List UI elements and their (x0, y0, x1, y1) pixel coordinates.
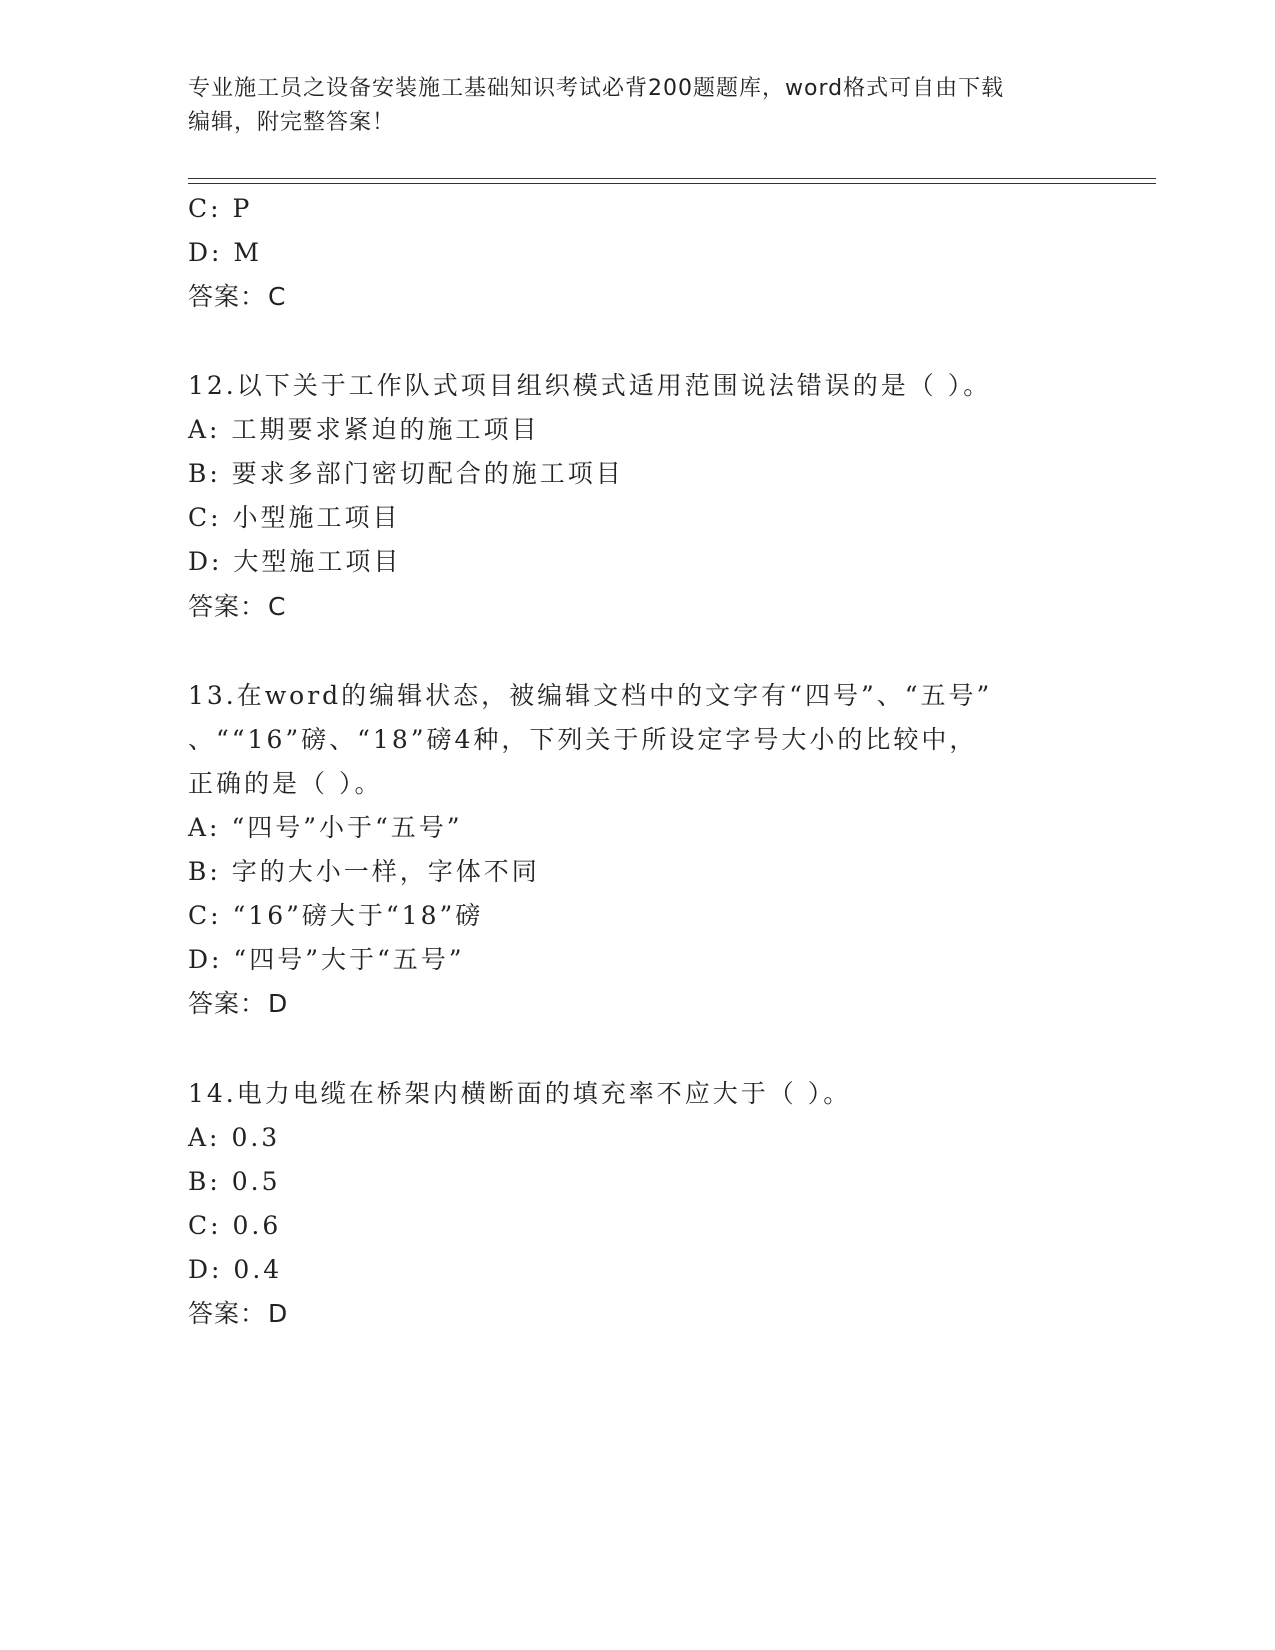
answer-line: 答案：D (188, 989, 289, 1018)
option-c: C: 0.6 (188, 1211, 282, 1240)
option-d: D: 0.4 (188, 1255, 283, 1284)
question-stem-13-line-3: 正确的是（ ）。 (188, 769, 383, 798)
answer-line: 答案：C (188, 592, 287, 621)
option-b: B: 0.5 (188, 1167, 281, 1196)
option-a: A: 0.3 (188, 1123, 281, 1152)
question-stem-13-line-1: 13.在word的编辑状态，被编辑文档中的文字有“四号”、“五号” (188, 681, 993, 710)
option-d: D: “四号”大于“五号” (188, 945, 465, 974)
option-c: C: P (188, 194, 253, 223)
document-header (188, 72, 1088, 140)
option-d: D: 大型施工项目 (188, 547, 402, 576)
answer-line: 答案：C (188, 282, 287, 311)
option-a: A: 工期要求紧迫的施工项目 (188, 415, 540, 444)
option-c: C: “16”磅大于“18”磅 (188, 901, 484, 930)
question-stem-13-line-2: 、““16”磅、“18”磅4种，下列关于所设定字号大小的比较中， (188, 725, 978, 754)
question-stem-12: 12.以下关于工作队式项目组织模式适用范围说法错误的是（ ）。 (188, 371, 992, 400)
option-d: D: M (188, 238, 263, 267)
header-divider-bottom (188, 183, 1156, 184)
question-stem-14: 14.电力电缆在桥架内横断面的填充率不应大于（ ）。 (188, 1079, 852, 1108)
option-c: C: 小型施工项目 (188, 503, 401, 532)
answer-line: 答案：D (188, 1299, 289, 1328)
option-a: A: “四号”小于“五号” (188, 813, 463, 842)
option-b: B: 字的大小一样，字体不同 (188, 857, 540, 886)
header-divider-top (188, 178, 1156, 179)
header-line-2: 编辑，附完整答案！ (188, 110, 396, 135)
option-b: B: 要求多部门密切配合的施工项目 (188, 459, 624, 488)
header-line-1: 专业施工员之设备安装施工基础知识考试必背200题题库，word格式可自由下载 (188, 76, 1005, 101)
